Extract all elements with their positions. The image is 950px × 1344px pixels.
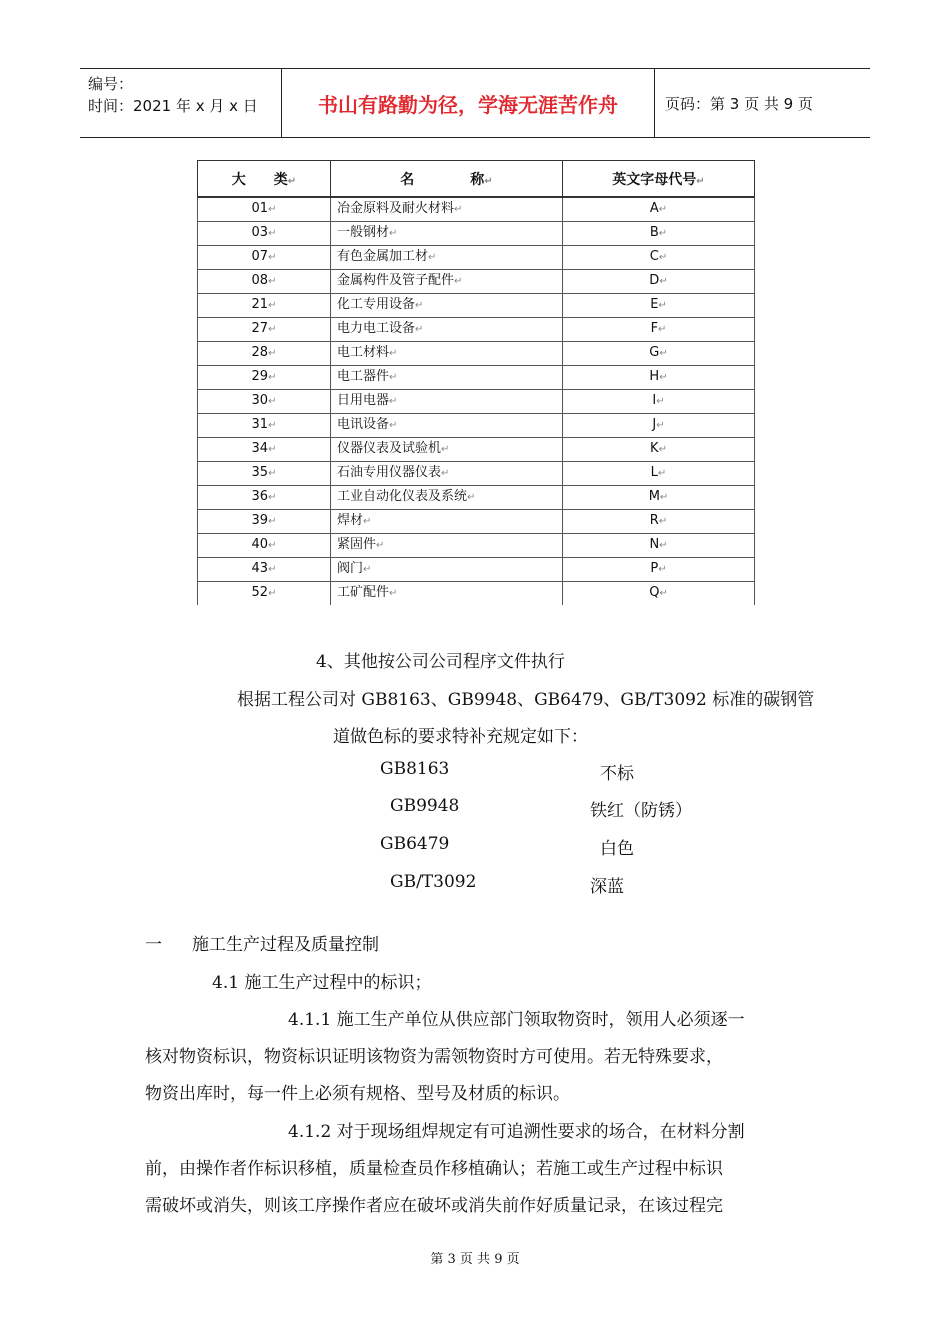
category-code-cell: 03↵ — [198, 222, 331, 246]
color-mark-standard: GB8163 — [380, 759, 450, 779]
letter-code-cell: G↵ — [563, 342, 755, 366]
subsection-4-1: 4.1 施工生产过程中的标识； — [212, 973, 432, 993]
category-name-cell: 电讯设备↵ — [331, 414, 563, 438]
letter-code-cell: Q↵ — [563, 582, 755, 606]
document-number-label: 编号： — [88, 75, 134, 93]
letter-code-cell: H↵ — [563, 366, 755, 390]
header-motto: 书山有路勤为径，学海无涯苦作舟 — [282, 69, 655, 137]
letter-code-cell: M↵ — [563, 486, 755, 510]
category-name-cell: 工业自动化仪表及系统↵ — [331, 486, 563, 510]
letter-code-cell: I↵ — [563, 390, 755, 414]
color-mark-standard: GB6479 — [380, 834, 450, 854]
table-body — [198, 197, 755, 605]
color-mark-standard: GB/T3092 — [390, 872, 477, 892]
category-name-cell: 电工材料↵ — [331, 342, 563, 366]
letter-code-cell: F↵ — [563, 318, 755, 342]
table-row — [198, 294, 755, 318]
category-code-cell: 31↵ — [198, 414, 331, 438]
paragraph-4-1-1-line: 物资出库时，每一件上必须有规格、型号及材质的标识。 — [145, 1084, 570, 1104]
letter-code-cell: D↵ — [563, 270, 755, 294]
paragraph-4-1-1-line: 4.1.1 施工生产单位从供应部门领取物资时，领用人必须逐一 — [288, 1010, 745, 1030]
category-code-table — [197, 160, 755, 605]
letter-code-cell: P↵ — [563, 558, 755, 582]
category-name-cell: 焊材↵ — [331, 510, 563, 534]
category-code-cell: 21↵ — [198, 294, 331, 318]
category-name-cell: 金属构件及管子配件↵ — [331, 270, 563, 294]
category-code-cell: 01↵ — [198, 197, 331, 222]
category-name-cell: 日用电器↵ — [331, 390, 563, 414]
color-mark-value: 深蓝 — [590, 877, 624, 897]
letter-code-cell: N↵ — [563, 534, 755, 558]
table-row — [198, 558, 755, 582]
letter-code-cell: R↵ — [563, 510, 755, 534]
table-row — [198, 534, 755, 558]
category-code-cell: 30↵ — [198, 390, 331, 414]
category-name-cell: 紧固件↵ — [331, 534, 563, 558]
letter-code-cell: C↵ — [563, 246, 755, 270]
header-page-info: 页码：第 3 页 共 9 页 — [665, 94, 813, 113]
category-name-cell: 一般钢材↵ — [331, 222, 563, 246]
category-name-cell: 石油专用仪器仪表↵ — [331, 462, 563, 486]
letter-code-cell: L↵ — [563, 462, 755, 486]
document-time: 时间：2021 年 x 月 x 日 — [88, 97, 258, 115]
color-mark-standard: GB9948 — [390, 796, 460, 816]
table-row — [198, 486, 755, 510]
category-code-cell: 34↵ — [198, 438, 331, 462]
category-code-cell: 52↵ — [198, 582, 331, 606]
color-mark-value: 白色 — [600, 839, 634, 859]
category-code-cell: 39↵ — [198, 510, 331, 534]
table-row — [198, 222, 755, 246]
category-code-cell: 28↵ — [198, 342, 331, 366]
category-name-cell: 阀门↵ — [331, 558, 563, 582]
header-meta — [80, 69, 282, 137]
category-name-cell: 冶金原料及耐火材料↵ — [331, 197, 563, 222]
table-row — [198, 246, 755, 270]
table-row — [198, 318, 755, 342]
letter-code-cell: A↵ — [563, 197, 755, 222]
category-code-cell: 29↵ — [198, 366, 331, 390]
page-footer: 第 3 页 共 9 页 — [430, 1252, 520, 1267]
color-mark-value: 不标 — [600, 764, 634, 784]
letter-code-cell: J↵ — [563, 414, 755, 438]
header-category: 大 类↵ — [198, 161, 331, 198]
table-row — [198, 270, 755, 294]
table-row — [198, 582, 755, 606]
category-name-cell: 仪器仪表及试验机↵ — [331, 438, 563, 462]
table-row — [198, 390, 755, 414]
item-4: 4、其他按公司公司程序文件执行 — [316, 652, 565, 672]
color-mark-value: 铁红（防锈） — [590, 801, 692, 821]
category-code-cell: 43↵ — [198, 558, 331, 582]
table-row — [198, 438, 755, 462]
paragraph-4-1-2-line: 前，由操作者作标识移植，质量检查员作移植确认；若施工或生产过程中标识 — [145, 1159, 723, 1179]
table-header-row — [198, 161, 755, 198]
header-name: 名 称↵ — [331, 161, 563, 198]
category-code-cell: 27↵ — [198, 318, 331, 342]
category-code-cell: 07↵ — [198, 246, 331, 270]
letter-code-cell: E↵ — [563, 294, 755, 318]
letter-code-cell: K↵ — [563, 438, 755, 462]
table-row — [198, 510, 755, 534]
header-letter-code: 英文字母代号↵ — [563, 161, 755, 198]
page-header — [80, 68, 870, 138]
supplement-line-2: 道做色标的要求特补充规定如下： — [333, 727, 588, 747]
category-name-cell: 电工器件↵ — [331, 366, 563, 390]
table-row — [198, 414, 755, 438]
letter-code-cell: B↵ — [563, 222, 755, 246]
category-code-cell: 08↵ — [198, 270, 331, 294]
category-code-cell: 40↵ — [198, 534, 331, 558]
table-row — [198, 462, 755, 486]
table-row — [198, 197, 755, 222]
paragraph-4-1-2-line: 4.1.2 对于现场组焊规定有可追溯性要求的场合，在材料分割 — [288, 1122, 745, 1142]
section-number: 一 — [145, 935, 162, 955]
paragraph-4-1-2-line: 需破坏或消失，则该工序操作者应在破坏或消失前作好质量记录，在该过程完 — [145, 1196, 723, 1216]
category-name-cell: 工矿配件↵ — [331, 582, 563, 606]
paragraph-4-1-1-line: 核对物资标识，物资标识证明该物资为需领物资时方可使用。若无特殊要求， — [145, 1047, 723, 1067]
category-code-cell: 35↵ — [198, 462, 331, 486]
table-row — [198, 342, 755, 366]
category-name-cell: 化工专用设备↵ — [331, 294, 563, 318]
category-name-cell: 有色金属加工材↵ — [331, 246, 563, 270]
section-title: 施工生产过程及质量控制 — [192, 935, 379, 955]
category-code-cell: 36↵ — [198, 486, 331, 510]
category-name-cell: 电力电工设备↵ — [331, 318, 563, 342]
supplement-line-1: 根据工程公司对 GB8163、GB9948、GB6479、GB/T3092 标准的碳钢管 — [237, 690, 815, 710]
table-row — [198, 366, 755, 390]
